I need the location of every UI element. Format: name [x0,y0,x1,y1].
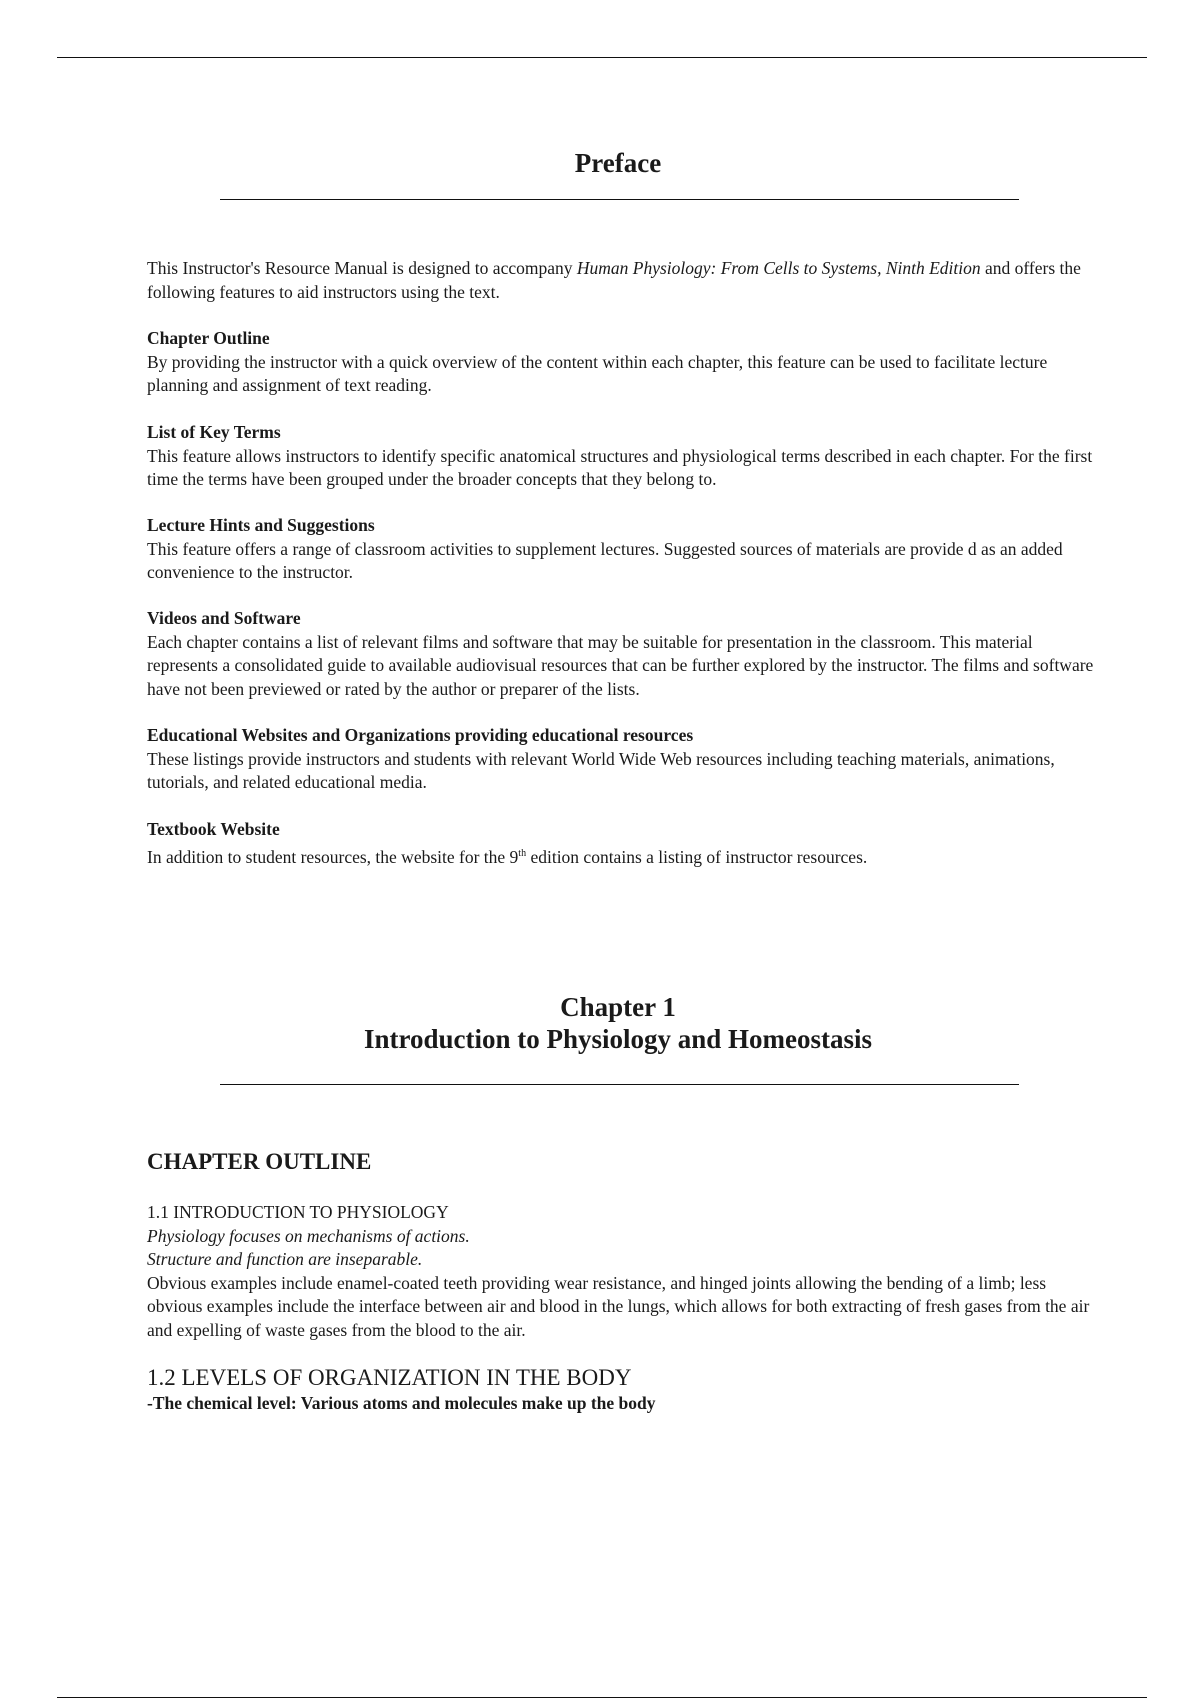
section-heading: Videos and Software [147,608,301,628]
outline-section-2-heading: 1.2 LEVELS OF ORGANIZATION IN THE BODY [147,1365,632,1390]
section-heading: List of Key Terms [147,422,281,442]
outline-heading: CHAPTER OUTLINE [147,1149,372,1174]
section-body: Obvious examples include enamel-coated teeth providing wear resistance, and hinged joints allowing the bending of a limb; less obvious examples include the interface between air and blood in the lungs, which allows for both extracting of fresh gases from the air and expelling of waste gases from the blood to the air. [147,1272,1090,1340]
item-label: -The chemical level [147,1393,291,1413]
italic-line [147,1248,1097,1272]
section-key-terms [147,421,1097,492]
preface-intro [147,257,1097,304]
book-title: Human Physiology: From Cells to Systems, Ninth Edition [576,258,981,278]
section-heading: 1.1 INTRODUCTION TO PHYSIOLOGY [147,1202,449,1222]
preface-rule [220,199,1019,200]
chapter-number: Chapter 1 [560,992,676,1022]
section-textbook-website [147,818,1097,869]
section-body: This feature allows instructors to identify specific anatomical structures and physiological terms described in each chapter. For the first time the terms have been grouped under the broader concepts that they belong to. [147,445,1093,489]
section-websites [147,724,1097,795]
preface-title: Preface [574,148,662,178]
body-text-end: edition contains a listing of instructor resources. [526,846,868,867]
section-heading: Chapter Outline [147,328,270,348]
intro-text-end: and offers the following features to aid instructors using the text. [147,258,1081,302]
section-body: These listings provide instructors and students with relevant World Wide Web resources including teaching materials, animations, tutorials, and related educational media. [147,748,1055,792]
section-heading: Educational Websites and Organizations providing educational resources [147,725,694,745]
chapter-title: Introduction to Physiology and Homeostasis [363,1024,873,1054]
italic-text: Structure and function are inseparable. [147,1249,423,1269]
section-body: By providing the instructor with a quick overview of the content within each chapter, this feature can be used to facilitate lecture planning and assignment of text reading. [147,351,1048,395]
section-body: This feature offers a range of classroom activities to supplement lectures. Suggested sources of materials are provide d as an added convenience to the instructor. [147,538,1063,582]
body-text: In addition to student resources, the website for the 9 [147,846,519,867]
section-body: Each chapter contains a list of relevant films and software that may be suitable for presentation in the classroom. This material represents a consolidated guide to available audiovisual resources that can be further explored by the instructor. The films and software have not been previewed or rated by the author or preparer of the lists. [147,631,1094,699]
section-chapter-outline [147,327,1097,398]
item-text: : Various atoms and molecules make up the body [290,1393,656,1413]
outline-section-2-item [147,1392,1097,1416]
section-body [147,842,1097,869]
chapter-rule [220,1084,1019,1085]
section-videos [147,607,1097,701]
section-heading: Lecture Hints and Suggestions [147,515,375,535]
italic-text: Physiology focuses on mechanisms of actions. [147,1225,470,1246]
page-top-rule [57,57,1147,58]
outline-section-1 [147,1201,1097,1342]
intro-text: This Instructor's Resource Manual is designed to accompany [147,258,577,278]
superscript: th [518,847,527,859]
section-lecture-hints [147,514,1097,585]
italic-line [147,1225,1097,1249]
page-bottom-rule [57,1697,1147,1698]
section-heading: Textbook Website [147,819,280,839]
